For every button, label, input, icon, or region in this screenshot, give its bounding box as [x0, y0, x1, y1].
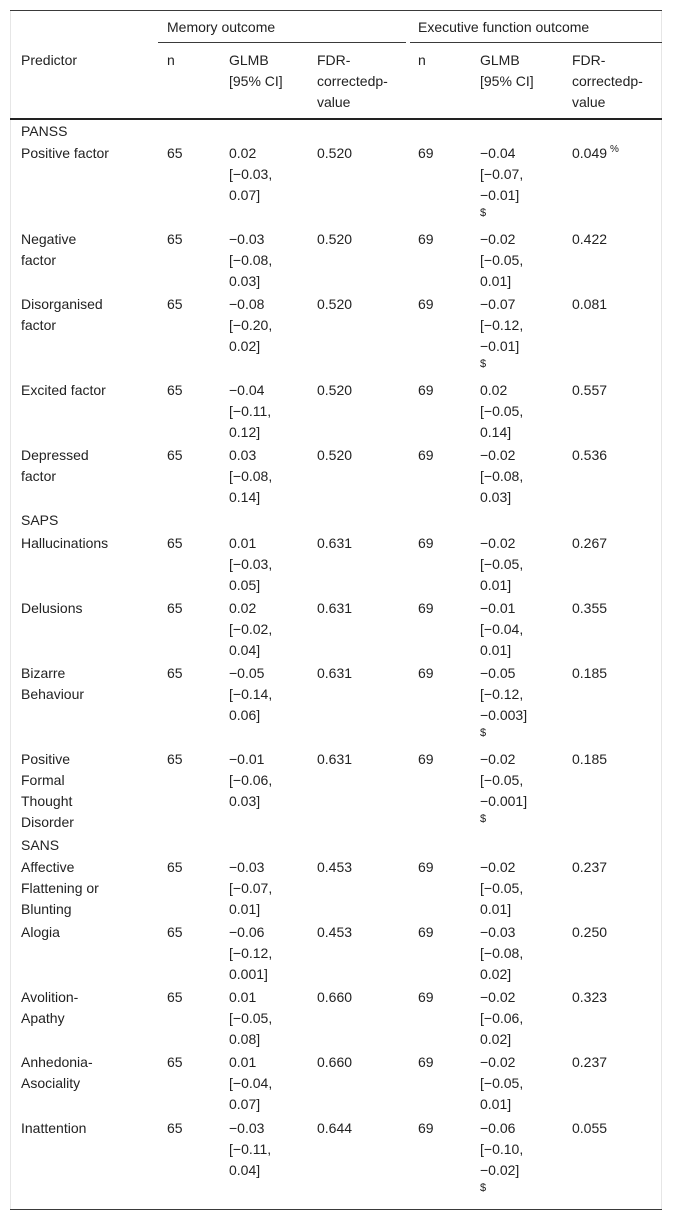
memory-n: 65	[167, 231, 183, 247]
exec-glmb-line: [−0.10,	[480, 1141, 524, 1157]
memory-glmb-line: [−0.08,	[229, 252, 273, 268]
exec-fdr-p-value: 0.055	[572, 1120, 608, 1136]
exec-n: 69	[418, 382, 434, 398]
section-label: PANSS	[21, 123, 68, 139]
memory-fdr-p: 0.520	[317, 382, 353, 398]
header-memory-glmb	[229, 50, 283, 92]
exec-glmb-line: [−0.05,	[480, 1075, 524, 1091]
memory-glmb-line: [−0.05,	[229, 1010, 273, 1026]
header-memory-fdr-line: FDR-	[317, 52, 351, 68]
predictor-name-line: Blunting	[21, 901, 72, 917]
exec-n: 69	[418, 751, 434, 767]
memory-glmb-line: −0.03	[229, 859, 265, 875]
header-exec-fdr-line: value	[572, 94, 606, 110]
memory-glmb-line: −0.03	[229, 1120, 265, 1136]
exec-glmb-line: 0.03]	[480, 489, 512, 505]
significance-mark: $	[480, 813, 487, 825]
memory-n: 65	[167, 989, 183, 1005]
memory-glmb-line: [−0.04,	[229, 1075, 273, 1091]
exec-glmb-line: −0.02	[480, 231, 516, 247]
exec-glmb-line: [−0.12,	[480, 686, 524, 702]
exec-fdr-p-value: 0.536	[572, 447, 608, 463]
exec-fdr-p-value: 0.422	[572, 231, 608, 247]
predictor-name-line: factor	[21, 317, 57, 333]
memory-fdr-p: 0.453	[317, 924, 353, 940]
memory-glmb-line: 0.05]	[229, 577, 261, 593]
section-label: SANS	[21, 837, 60, 853]
predictor-name	[21, 857, 146, 920]
memory-n: 65	[167, 751, 183, 767]
exec-fdr-p	[572, 1118, 607, 1139]
exec-fdr-p-superscript: %	[610, 144, 619, 156]
memory-n: 65	[167, 665, 183, 681]
exec-fdr-p-value: 0.267	[572, 535, 608, 551]
header-memory-fdr-line: value	[317, 94, 351, 110]
exec-fdr-p	[572, 1052, 607, 1073]
header-memory-fdr-line: correctedp-	[317, 73, 388, 89]
table-bottom-rule	[10, 1209, 662, 1210]
memory-fdr-p: 0.631	[317, 535, 353, 551]
exec-glmb-line: [−0.05,	[480, 403, 524, 419]
memory-glmb-line: 0.01	[229, 535, 257, 551]
exec-glmb-line: [−0.05,	[480, 772, 524, 788]
memory-glmb	[229, 598, 272, 661]
memory-n: 65	[167, 447, 183, 463]
memory-glmb-line: 0.02	[229, 145, 257, 161]
memory-fdr-p: 0.520	[317, 296, 353, 312]
exec-fdr-p-value: 0.185	[572, 751, 608, 767]
memory-glmb	[229, 922, 272, 985]
exec-glmb	[480, 987, 523, 1050]
exec-n: 69	[418, 1054, 434, 1070]
exec-glmb	[480, 380, 523, 443]
memory-group-rule	[158, 42, 406, 43]
exec-glmb	[480, 143, 523, 220]
memory-glmb-line: 0.01]	[229, 901, 261, 917]
memory-glmb-line: 0.06]	[229, 707, 261, 723]
exec-glmb-line: 0.14]	[480, 424, 512, 440]
memory-n: 65	[167, 924, 183, 940]
exec-glmb	[480, 663, 527, 740]
exec-glmb	[480, 1118, 523, 1195]
predictor-name	[21, 598, 146, 619]
memory-fdr-p: 0.520	[317, 231, 353, 247]
exec-n: 69	[418, 924, 434, 940]
exec-fdr-p-value: 0.049	[572, 145, 608, 161]
header-memory-fdr	[317, 50, 388, 113]
exec-glmb-line: −0.05	[480, 665, 516, 681]
header-exec-fdr	[572, 50, 643, 113]
exec-glmb-line: [−0.04,	[480, 621, 524, 637]
exec-glmb-line: [−0.12,	[480, 317, 524, 333]
memory-glmb-line: 0.01	[229, 1054, 257, 1070]
memory-glmb	[229, 749, 272, 812]
memory-glmb-line: −0.08	[229, 296, 265, 312]
exec-glmb-line: −0.01]	[480, 338, 520, 354]
memory-glmb	[229, 380, 271, 443]
exec-fdr-p-value: 0.557	[572, 382, 608, 398]
header-exec-glmb-line: GLMB	[480, 52, 520, 68]
predictor-name-line: factor	[21, 468, 57, 484]
exec-glmb	[480, 598, 523, 661]
memory-glmb-line: −0.05	[229, 665, 265, 681]
memory-glmb	[229, 229, 272, 292]
memory-glmb-line: [−0.08,	[229, 468, 273, 484]
memory-n: 65	[167, 145, 183, 161]
memory-glmb	[229, 533, 272, 596]
exec-fdr-p-value: 0.237	[572, 1054, 608, 1070]
exec-glmb-line: 0.02]	[480, 966, 512, 982]
exec-n: 69	[418, 665, 434, 681]
memory-fdr-p: 0.660	[317, 989, 353, 1005]
memory-glmb-line: [−0.03,	[229, 166, 273, 182]
predictor-name-line: Alogia	[21, 924, 60, 940]
memory-glmb-line: 0.03	[229, 447, 257, 463]
predictor-name-line: Delusions	[21, 600, 83, 616]
exec-glmb	[480, 229, 523, 292]
memory-glmb-line: −0.04	[229, 382, 265, 398]
exec-glmb-line: −0.01]	[480, 187, 520, 203]
significance-mark: $	[480, 358, 487, 370]
exec-glmb	[480, 857, 523, 920]
exec-group-rule	[410, 42, 662, 43]
exec-n: 69	[418, 231, 434, 247]
exec-glmb	[480, 922, 523, 985]
exec-glmb-line: 0.02	[480, 382, 508, 398]
predictor-name-line: Anhedonia-	[21, 1054, 93, 1070]
exec-n: 69	[418, 600, 434, 616]
memory-glmb-line: [−0.12,	[229, 945, 273, 961]
exec-glmb-line: −0.001]	[480, 793, 528, 809]
predictor-name-line: Flattening or	[21, 880, 99, 896]
memory-glmb-line: [−0.07,	[229, 880, 273, 896]
memory-n: 65	[167, 600, 183, 616]
exec-glmb-line: [−0.08,	[480, 468, 524, 484]
exec-glmb-line: −0.01	[480, 600, 516, 616]
predictor-name	[21, 1118, 146, 1139]
header-memory-outcome: Memory outcome	[167, 19, 276, 35]
exec-glmb-line: 0.01]	[480, 642, 512, 658]
memory-fdr-p: 0.453	[317, 859, 353, 875]
exec-glmb-line: −0.02	[480, 859, 516, 875]
exec-glmb-line: 0.02]	[480, 1031, 512, 1047]
significance-mark: $	[480, 727, 487, 739]
header-exec-glmb-line: [95% CI]	[480, 73, 534, 89]
memory-glmb-line: 0.01	[229, 989, 257, 1005]
header-exec-fdr-line: FDR-	[572, 52, 606, 68]
memory-glmb-line: 0.03]	[229, 793, 261, 809]
memory-glmb	[229, 1118, 271, 1181]
section-label: SAPS	[21, 512, 59, 528]
exec-fdr-p	[572, 598, 607, 619]
predictor-name	[21, 229, 146, 271]
exec-glmb-line: −0.02]	[480, 1162, 520, 1178]
memory-glmb-line: 0.08]	[229, 1031, 261, 1047]
exec-glmb	[480, 1052, 523, 1115]
memory-glmb-line: [−0.02,	[229, 621, 273, 637]
predictor-name-line: Negative	[21, 231, 77, 247]
exec-n: 69	[418, 1120, 434, 1136]
exec-fdr-p	[572, 533, 607, 554]
memory-glmb-line: 0.07]	[229, 187, 261, 203]
predictor-name-line: Positive factor	[21, 145, 109, 161]
exec-fdr-p	[572, 749, 607, 770]
memory-n: 65	[167, 1120, 183, 1136]
predictor-name	[21, 294, 146, 336]
exec-n: 69	[418, 989, 434, 1005]
exec-fdr-p-value: 0.323	[572, 989, 608, 1005]
exec-glmb-line: 0.01]	[480, 901, 512, 917]
exec-glmb	[480, 749, 527, 826]
memory-glmb-line: 0.02]	[229, 338, 261, 354]
predictor-name-line: factor	[21, 252, 57, 268]
memory-n: 65	[167, 859, 183, 875]
exec-glmb-line: −0.03	[480, 924, 516, 940]
exec-fdr-p-value: 0.250	[572, 924, 608, 940]
memory-fdr-p: 0.631	[317, 600, 353, 616]
predictor-name-line: Thought	[21, 793, 73, 809]
exec-fdr-p	[572, 143, 619, 164]
exec-fdr-p	[572, 987, 607, 1008]
exec-glmb-line: −0.02	[480, 751, 516, 767]
memory-glmb-line: 0.14]	[229, 489, 261, 505]
memory-n: 65	[167, 382, 183, 398]
memory-glmb	[229, 987, 272, 1050]
memory-fdr-p: 0.631	[317, 751, 353, 767]
exec-glmb-line: [−0.06,	[480, 1010, 524, 1026]
exec-fdr-p-value: 0.237	[572, 859, 608, 875]
memory-glmb-line: −0.06	[229, 924, 265, 940]
exec-glmb-line: −0.003]	[480, 707, 528, 723]
memory-glmb-line: −0.01	[229, 751, 265, 767]
predictor-name	[21, 1052, 146, 1094]
memory-glmb-line: 0.04]	[229, 642, 261, 658]
memory-n: 65	[167, 535, 183, 551]
predictor-name-line: Affective	[21, 859, 75, 875]
memory-glmb	[229, 857, 272, 920]
predictor-name-line: Inattention	[21, 1120, 87, 1136]
exec-fdr-p	[572, 922, 607, 943]
predictor-name-line: Formal	[21, 772, 65, 788]
memory-fdr-p: 0.520	[317, 145, 353, 161]
predictor-name	[21, 749, 146, 833]
memory-glmb	[229, 1052, 272, 1115]
memory-n: 65	[167, 1054, 183, 1070]
predictor-name	[21, 143, 146, 164]
memory-glmb-line: 0.04]	[229, 1162, 261, 1178]
exec-glmb-line: 0.01]	[480, 1096, 512, 1112]
memory-glmb	[229, 663, 272, 726]
predictor-name-line: Bizarre	[21, 665, 66, 681]
header-bottom-rule	[10, 118, 662, 120]
exec-glmb-line: [−0.05,	[480, 252, 524, 268]
exec-glmb-line: [−0.05,	[480, 556, 524, 572]
predictor-name-line: Apathy	[21, 1010, 65, 1026]
exec-glmb-line: [−0.05,	[480, 880, 524, 896]
exec-glmb-line: 0.01]	[480, 577, 512, 593]
header-exec-n: n	[418, 52, 426, 68]
exec-glmb	[480, 445, 523, 508]
exec-glmb-line: 0.01]	[480, 273, 512, 289]
predictor-name	[21, 663, 146, 705]
predictor-name-line: Hallucinations	[21, 535, 109, 551]
memory-glmb-line: −0.03	[229, 231, 265, 247]
significance-mark: $	[480, 1182, 487, 1194]
memory-n: 65	[167, 296, 183, 312]
predictor-name-line: Avolition-	[21, 989, 79, 1005]
exec-fdr-p	[572, 663, 607, 684]
exec-glmb	[480, 294, 523, 371]
header-memory-n: n	[167, 52, 175, 68]
exec-fdr-p	[572, 380, 607, 401]
exec-glmb-line: −0.02	[480, 989, 516, 1005]
predictor-name-line: Excited factor	[21, 382, 106, 398]
memory-glmb-line: 0.02	[229, 600, 257, 616]
exec-glmb-line: −0.07	[480, 296, 516, 312]
exec-fdr-p	[572, 229, 607, 250]
memory-glmb-line: [−0.11,	[229, 1141, 272, 1157]
table-top-rule	[10, 10, 662, 11]
memory-fdr-p: 0.644	[317, 1120, 353, 1136]
exec-n: 69	[418, 535, 434, 551]
exec-n: 69	[418, 447, 434, 463]
memory-glmb-line: 0.03]	[229, 273, 261, 289]
exec-n: 69	[418, 859, 434, 875]
memory-glmb	[229, 143, 272, 206]
exec-fdr-p	[572, 445, 607, 466]
memory-glmb-line: [−0.20,	[229, 317, 273, 333]
predictor-name	[21, 922, 146, 943]
header-exec-fdr-line: correctedp-	[572, 73, 643, 89]
exec-n: 69	[418, 296, 434, 312]
memory-glmb	[229, 294, 272, 357]
predictor-name	[21, 380, 146, 401]
memory-glmb	[229, 445, 272, 508]
predictor-name	[21, 445, 146, 487]
memory-fdr-p: 0.520	[317, 447, 353, 463]
memory-glmb-line: 0.12]	[229, 424, 261, 440]
memory-glmb-line: [−0.06,	[229, 772, 273, 788]
memory-glmb-line: [−0.11,	[229, 403, 272, 419]
predictor-name-line: Disorder	[21, 814, 74, 830]
exec-n: 69	[418, 145, 434, 161]
memory-glmb-line: 0.07]	[229, 1096, 261, 1112]
predictor-name-line: Asociality	[21, 1075, 81, 1091]
header-predictor: Predictor	[21, 52, 78, 68]
memory-glmb-line: [−0.14,	[229, 686, 273, 702]
exec-fdr-p-value: 0.355	[572, 600, 608, 616]
predictor-name	[21, 987, 146, 1029]
memory-fdr-p: 0.631	[317, 665, 353, 681]
header-memory-glmb-line: [95% CI]	[229, 73, 283, 89]
predictor-name-line: Disorganised	[21, 296, 103, 312]
exec-glmb-line: −0.06	[480, 1120, 516, 1136]
exec-glmb-line: −0.04	[480, 145, 516, 161]
predictor-name-line: Positive	[21, 751, 71, 767]
memory-glmb-line: [−0.03,	[229, 556, 273, 572]
predictor-name	[21, 533, 146, 554]
header-exec-glmb	[480, 50, 534, 92]
header-memory-glmb-line: GLMB	[229, 52, 269, 68]
predictor-name-line: Depressed	[21, 447, 89, 463]
predictor-name-line: Behaviour	[21, 686, 85, 702]
exec-fdr-p	[572, 294, 607, 315]
exec-fdr-p-value: 0.185	[572, 665, 608, 681]
exec-glmb-line: [−0.08,	[480, 945, 524, 961]
exec-fdr-p	[572, 857, 607, 878]
exec-fdr-p-value: 0.081	[572, 296, 608, 312]
exec-glmb	[480, 533, 523, 596]
exec-glmb-line: −0.02	[480, 535, 516, 551]
memory-glmb-line: 0.001]	[229, 966, 268, 982]
significance-mark: $	[480, 207, 487, 219]
exec-glmb-line: −0.02	[480, 1054, 516, 1070]
memory-fdr-p: 0.660	[317, 1054, 353, 1070]
exec-glmb-line: [−0.07,	[480, 166, 524, 182]
exec-glmb-line: −0.02	[480, 447, 516, 463]
header-executive-function-outcome: Executive function outcome	[418, 19, 590, 35]
